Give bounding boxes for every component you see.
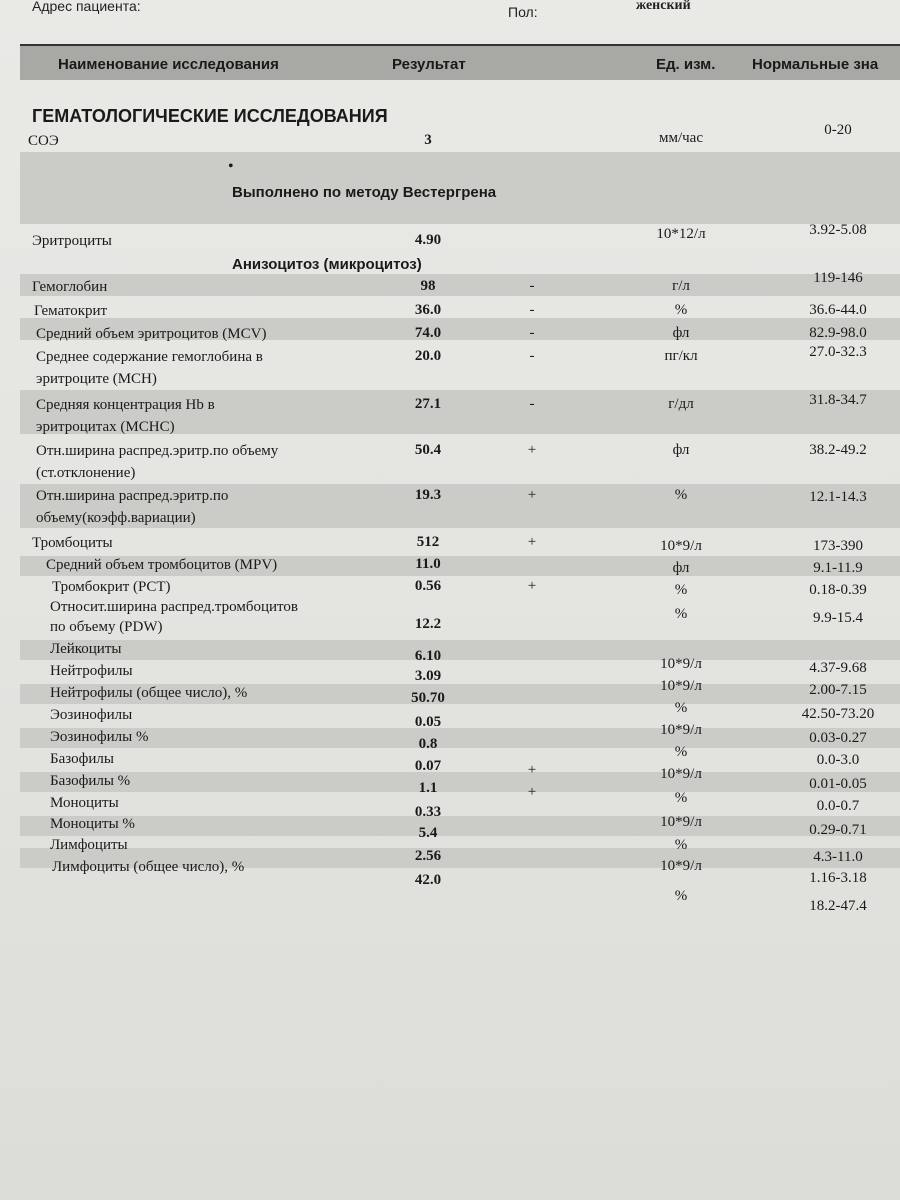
- row-name: Средний объем тромбоцитов (MPV): [46, 557, 278, 573]
- table-row: [0, 598, 900, 642]
- row-name: Гемоглобин: [32, 279, 108, 295]
- row-unit: %: [674, 582, 688, 598]
- row-range: 31.8-34.7: [809, 392, 867, 408]
- row-name: Эозинофилы: [50, 707, 133, 723]
- row-flag: -: [529, 302, 535, 318]
- row-range: 0.0-0.7: [816, 798, 860, 814]
- row-flag: +: [527, 442, 537, 458]
- row-range: 1.16-3.18: [809, 870, 867, 886]
- sex-label: Пол:: [508, 4, 538, 20]
- row-name: Тромбоциты: [32, 535, 113, 551]
- row-range: 18.2-47.4: [809, 898, 867, 914]
- header-name: Наименование исследования: [58, 56, 279, 73]
- row-flag: +: [527, 762, 537, 778]
- row-value: 3.09: [414, 668, 442, 684]
- row-unit: фл: [672, 560, 690, 576]
- row-range: 27.0-32.3: [809, 344, 867, 360]
- row-unit: 10*12/л: [656, 226, 706, 242]
- table-row: [0, 858, 900, 914]
- row-range: 42.50-73.20: [801, 706, 875, 722]
- row-range: 0.0-3.0: [816, 752, 860, 768]
- row-name: Отн.ширина распред.эритр.по: [36, 488, 229, 504]
- table-row: [0, 556, 900, 578]
- row-range: 4.37-9.68: [809, 660, 867, 676]
- row-name-cont: (ст.отклонение): [36, 465, 136, 481]
- patient-info: [0, 0, 900, 34]
- row-unit: г/л: [672, 278, 690, 294]
- row-value: 0.07: [414, 758, 442, 774]
- row-unit: %: [674, 606, 688, 622]
- row-value: 4.90: [414, 232, 442, 248]
- row-name: Лимфоциты (общее число), %: [52, 859, 245, 875]
- row-name: Средняя концентрация Hb в: [36, 397, 215, 413]
- row-unit: 10*9/л: [660, 678, 702, 694]
- row-unit: %: [674, 302, 688, 318]
- row-unit: %: [674, 487, 688, 503]
- row-unit: пг/кл: [664, 348, 698, 364]
- row-name: Относит.ширина распред.тромбоцитов: [50, 599, 298, 615]
- row-range: 36.6-44.0: [809, 302, 867, 318]
- row-flag: -: [529, 348, 535, 364]
- section-title: ГЕМАТОЛОГИЧЕСКИЕ ИССЛЕДОВАНИЯ: [32, 106, 388, 126]
- row-value: 42.0: [414, 872, 442, 888]
- row-unit: %: [674, 837, 688, 853]
- row-unit: мм/час: [658, 130, 703, 146]
- row-value: 11.0: [415, 556, 441, 572]
- row-unit: г/дл: [668, 396, 694, 412]
- row-name-cont: объему(коэфф.вариации): [36, 510, 196, 526]
- row-range: 9.1-11.9: [813, 560, 863, 576]
- row-name-cont: эритроците (MCH): [36, 371, 157, 387]
- sex-value: женский: [636, 0, 691, 13]
- row-unit: 10*9/л: [660, 814, 702, 830]
- row-unit: фл: [672, 442, 690, 458]
- row-value: 0.05: [414, 714, 442, 730]
- row-value: 27.1: [414, 396, 442, 412]
- anisocytosis-note: Анизоцитоз (микроцитоз): [232, 256, 422, 273]
- table-header: [20, 44, 900, 80]
- row-unit: 10*9/л: [660, 656, 702, 672]
- row-name: Моноциты: [50, 795, 119, 811]
- row-unit: 10*9/л: [660, 766, 702, 782]
- table-row: [0, 270, 900, 300]
- row-value: 6.10: [414, 648, 442, 664]
- row-unit: %: [674, 744, 688, 760]
- row-value: 0.56: [414, 578, 442, 594]
- row-value: 2.56: [414, 848, 442, 864]
- row-name: Моноциты %: [50, 816, 135, 832]
- table-row: [0, 344, 900, 392]
- row-range: 9.9-15.4: [813, 610, 863, 626]
- row-unit: %: [674, 790, 688, 806]
- row-range: 3.92-5.08: [809, 222, 867, 238]
- table-row: [0, 392, 900, 440]
- row-flag: +: [527, 784, 537, 800]
- row-flag: -: [529, 396, 535, 412]
- address-label: Адрес пациента:: [32, 0, 141, 14]
- row-name: Базофилы %: [50, 773, 131, 789]
- row-unit: 10*9/л: [660, 538, 702, 554]
- row-name-cont: по объему (PDW): [50, 619, 163, 635]
- row-unit: фл: [672, 325, 690, 341]
- row-unit: 10*9/л: [660, 858, 702, 874]
- row-flag: +: [527, 578, 537, 594]
- row-range: 0.29-0.71: [809, 822, 867, 838]
- row-range: 2.00-7.15: [809, 682, 867, 698]
- dot-mark: •: [228, 158, 234, 175]
- row-range: 0.03-0.27: [809, 730, 867, 746]
- row-range: 119-146: [813, 270, 863, 286]
- row-range: 0-20: [824, 122, 852, 138]
- table-row: [0, 578, 900, 600]
- row-value: 5.4: [418, 825, 438, 841]
- row-value: 19.3: [414, 487, 442, 503]
- row-flag: -: [529, 325, 535, 341]
- row-value: 3: [424, 132, 432, 148]
- row-flag: +: [527, 487, 537, 503]
- row-name: Эритроциты: [32, 233, 112, 249]
- row-value: 50.70: [411, 690, 445, 706]
- row-range: 38.2-49.2: [809, 442, 867, 458]
- row-value: 512: [416, 534, 440, 550]
- row-name: Нейтрофилы: [50, 663, 133, 679]
- row-flag: -: [529, 278, 535, 294]
- method-note: Выполнено по методу Вестергрена: [232, 184, 497, 201]
- row-name: СОЭ: [28, 133, 59, 149]
- row-value: 98: [420, 278, 436, 294]
- row-name: Гематокрит: [34, 303, 108, 319]
- row-range: 0.01-0.05: [809, 776, 867, 792]
- row-name: Нейтрофилы (общее число), %: [50, 685, 248, 701]
- row-name-cont: эритроцитах (MCHC): [36, 419, 175, 435]
- header-normal: Нормальные зна: [752, 56, 879, 73]
- row-range: 4.3-11.0: [813, 849, 863, 865]
- header-result: Результат: [392, 56, 466, 73]
- row-unit: %: [674, 700, 688, 716]
- row-value: 74.0: [414, 325, 442, 341]
- table-row: [0, 302, 900, 324]
- row-name: Лимфоциты: [50, 837, 128, 853]
- row-range: 0.18-0.39: [809, 582, 867, 598]
- row-range: 173-390: [813, 538, 863, 554]
- row-value: 36.0: [414, 302, 442, 318]
- row-value: 50.4: [414, 442, 442, 458]
- table-row: [0, 222, 900, 254]
- table-row: [0, 534, 900, 556]
- row-value: 12.2: [414, 616, 442, 632]
- table-row: [0, 442, 900, 486]
- row-name: Эозинофилы %: [50, 729, 149, 745]
- row-name: Среднее содержание гемоглобина в: [36, 349, 263, 365]
- table-row: [0, 122, 900, 154]
- row-unit: 10*9/л: [660, 722, 702, 738]
- row-name: Средний объем эритроцитов (MCV): [36, 326, 267, 342]
- row-flag: +: [527, 534, 537, 550]
- header-unit: Ед. изм.: [656, 56, 716, 73]
- row-value: 0.33: [414, 804, 442, 820]
- row-range: 12.1-14.3: [809, 489, 867, 505]
- row-value: 20.0: [414, 348, 442, 364]
- row-name: Тромбокрит (PCT): [52, 579, 171, 595]
- table-row: [0, 325, 900, 347]
- row-value: 1.1: [418, 780, 438, 796]
- row-name: Лейкоциты: [50, 641, 122, 657]
- table-row: [0, 487, 900, 531]
- row-name: Отн.ширина распред.эритр.по объему: [36, 443, 279, 459]
- row-value: 0.8: [418, 736, 438, 752]
- row-range: 82.9-98.0: [809, 325, 867, 341]
- row-unit: %: [674, 888, 688, 904]
- row-name: Базофилы: [50, 751, 114, 767]
